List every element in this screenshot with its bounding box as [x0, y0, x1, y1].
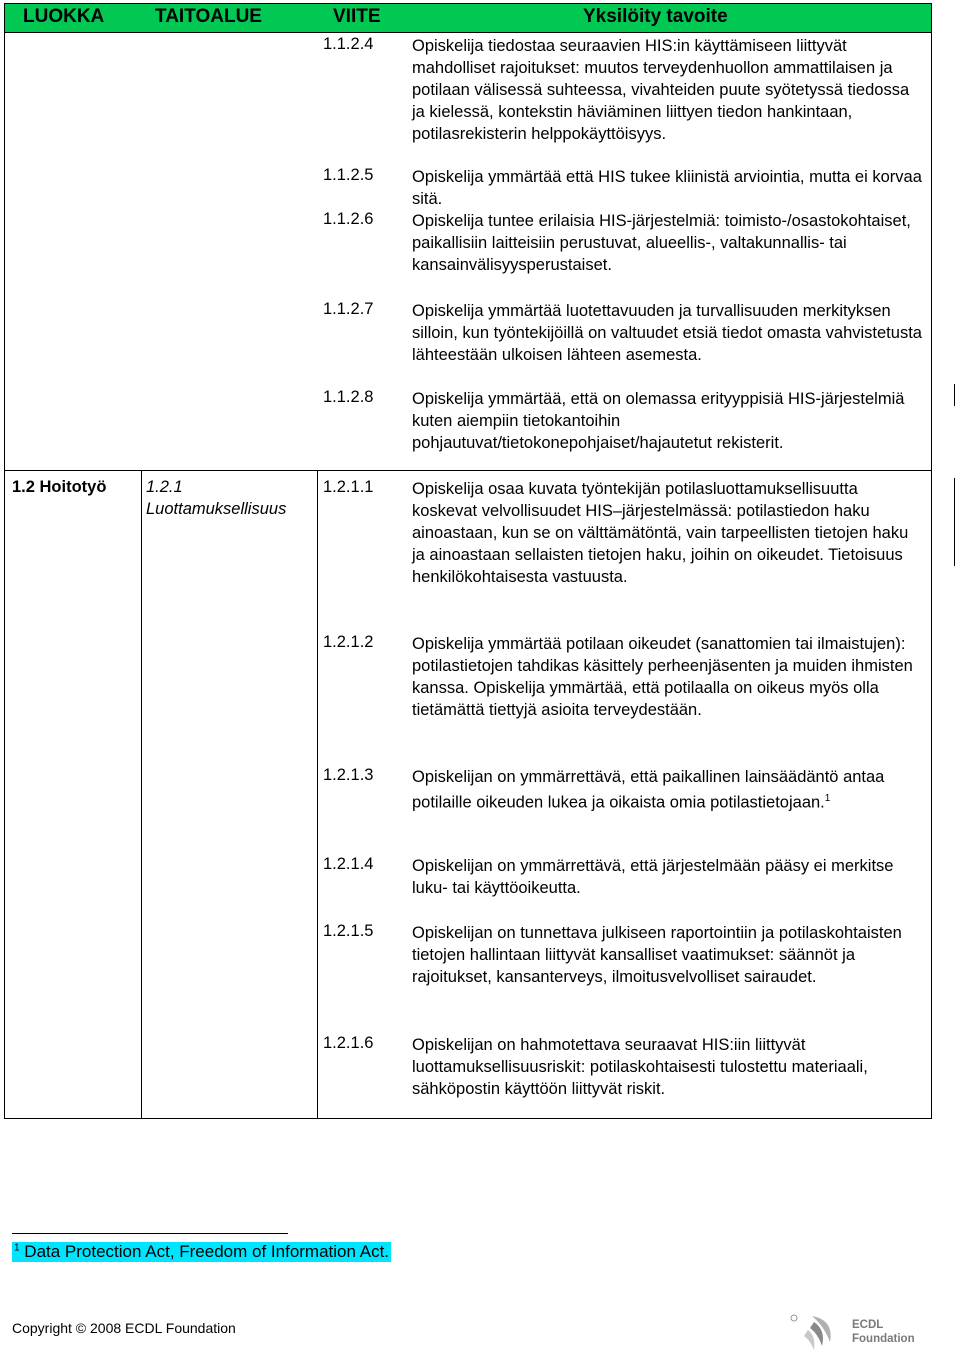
footnote	[12, 1242, 391, 1262]
section-divider	[5, 470, 931, 471]
skill-name: Luottamuksellisuus	[146, 500, 287, 518]
revision-mark	[954, 384, 955, 406]
ref-1-2-1-1: 1.2.1.1	[323, 478, 374, 496]
ref-1-1-2-4: 1.1.2.4	[323, 35, 374, 53]
row-text-1-1-2-6: Opiskelija tuntee erilaisia HIS-järjestelmiä: toimisto-/osastokohtaiset, paikallisiin laitteisiin perustuvat, alueellis-, valtakunnallis- tai kansainvälisyysperustaiset.	[412, 212, 911, 274]
row-text-1-1-2-8: Opiskelija ymmärtää, että on olemassa erityyppisiä HIS-järjestelmiä kuten aiempiin tietokantoihin pohjautuvat/tietokonepohjaiset/hajautetut rekisterit.	[412, 390, 905, 452]
ref-1-2-1-6: 1.2.1.6	[323, 1034, 374, 1052]
row-text-1-2-1-3	[412, 766, 924, 814]
revision-mark	[954, 478, 955, 566]
copyright-text: Copyright © 2008 ECDL Foundation	[12, 1320, 236, 1336]
footnote-mark: 1	[14, 1242, 20, 1254]
class-label: 1.2 Hoitotyö	[12, 478, 107, 496]
row-text-1-2-1-4: Opiskelijan on ymmärrettävä, että järjestelmään pääsy ei merkitse luku- tai käyttöoikeutta.	[412, 857, 894, 897]
ref-1-1-2-6: 1.1.2.6	[323, 210, 374, 228]
header-taitoalue: TAITOALUE	[155, 6, 262, 27]
header-luokka: LUOKKA	[23, 6, 105, 27]
row-text-1-2-1-5: Opiskelijan on tunnettava julkiseen raportointiin ja potilaskohtaisten tietojen hallintaan liittyvät kansalliset vaatimukset: säännöt ja rajoitukset, kansanterveys, ilmoitusvelvolliset sairaudet.	[412, 924, 902, 986]
ref-1-2-1-3: 1.2.1.3	[323, 766, 374, 784]
logo-line-1: ECDL	[852, 1319, 884, 1331]
table-header	[5, 4, 931, 33]
ref-1-1-2-8: 1.1.2.8	[323, 388, 374, 406]
row-text-1-2-1-1: Opiskelija osaa kuvata työntekijän potilasluottamuksellisuutta koskevat velvollisuudet HIS–järjestelmässä: potilastiedon haku ainoastaan, kun se on välttämätöntä, vain tarpeellisten tietojen haku ja ainoastaan sellaisten tietojen haku, joihin on oikeudet. Tietoisuus henkilökohtaisesta vastuusta.	[412, 480, 909, 586]
ref-1-2-1-4: 1.2.1.4	[323, 855, 374, 873]
row-text-1-1-2-7: Opiskelija ymmärtää luotettavuuden ja turvallisuuden merkityksen silloin, kun työntekijöillä on valtuudet etsiä tiedot omasta vahvistetusta lähteestään ulkoisen lähteen asemesta.	[412, 302, 922, 364]
col-divider-2	[317, 470, 318, 1118]
footnote-separator	[12, 1233, 288, 1234]
row-text-1-2-1-6: Opiskelijan on hahmotettava seuraavat HIS:iin liittyvät luottamuksellisuusriskit: potilaskohtaisesti tulostettu materiaali, sähköpostin käyttöön liittyvät riskit.	[412, 1036, 868, 1098]
ref-1-1-2-5: 1.1.2.5	[323, 166, 374, 184]
row-text-1-1-2-5: Opiskelija ymmärtää että HIS tukee kliinistä arviointia, mutta ei korvaa sitä.	[412, 168, 922, 208]
header-viite: VIITE	[333, 6, 381, 27]
col-divider-1	[141, 470, 142, 1118]
logo-line-2: Foundation	[852, 1333, 915, 1345]
header-tavoite: Yksilöity tavoite	[583, 6, 728, 27]
ref-1-2-1-5: 1.2.1.5	[323, 922, 374, 940]
row-text-1-2-1-2: Opiskelija ymmärtää potilaan oikeudet (sanattomien tai ilmaistujen): potilastietojen tahdikas käsittely perheenjäsenten ja muiden ihmisten kanssa. Opiskelija ymmärtää, että potilaalla on oikeus myös olla tietämättä tiettyjä asioita terveydestään.	[412, 635, 913, 719]
skill-number: 1.2.1	[146, 478, 183, 496]
logo-wordmark	[852, 1318, 915, 1346]
footnote-ref[interactable]: 1	[824, 793, 831, 804]
ref-1-2-1-2: 1.2.1.2	[323, 633, 374, 651]
row-text-1-2-1-3-body: Opiskelijan on ymmärrettävä, että paikallinen lainsäädäntö antaa potilaille oikeuden lukea ja oikaista omia potilastietojaan.	[412, 768, 885, 812]
row-text-1-1-2-4: Opiskelija tiedostaa seuraavien HIS:in käyttämiseen liittyvät mahdolliset rajoitukset: muutos terveydenhuollon ammattilaisen ja potilaan välisessä suhteessa, vivahteiden puute syötetyssä tiedossa ja kielessä, kontekstin häviäminen liittyen tiedon hankintaan, potilasrekisterin helppokäyttöisyys.	[412, 37, 910, 143]
footnote-text: Data Protection Act, Freedom of Information Act.	[24, 1242, 390, 1261]
ref-1-1-2-7: 1.1.2.7	[323, 300, 374, 318]
